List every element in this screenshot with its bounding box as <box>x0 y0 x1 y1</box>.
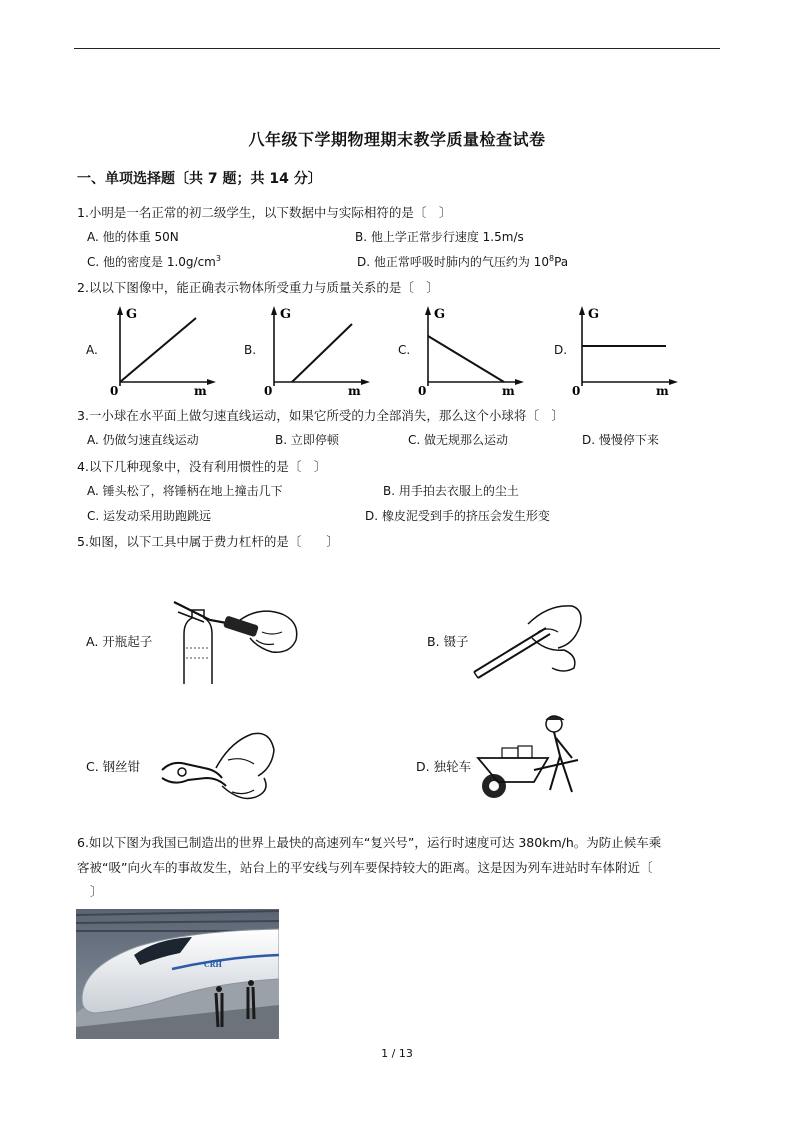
q1-option-d <box>357 253 568 270</box>
page-number: 1 / 13 <box>381 1047 413 1060</box>
graph-a-y-label: G <box>126 307 138 322</box>
graph-c-origin: 0 <box>418 384 427 398</box>
wire-pliers-illustration <box>158 720 280 810</box>
graph-d-origin: 0 <box>572 384 581 398</box>
graph-d-label: D. <box>554 343 568 357</box>
q4-option-b: B. 用手拍去衣服上的尘土 <box>383 484 519 498</box>
q1-option-d-sup: 8 <box>548 254 555 263</box>
q3-option-b: B. 立即停顿 <box>275 433 339 447</box>
question-3: 3.一小球在水平面上做匀速直线运动，如果它所受的力全部消失，那么这个小球将〔 〕 <box>77 408 564 423</box>
graph-c-x-label: m <box>502 384 515 398</box>
graph-a-origin: 0 <box>110 384 119 398</box>
q1-option-d-unit: Pa <box>554 255 569 269</box>
q1-option-a: A. 他的体重 50N <box>87 230 179 244</box>
question-4: 4.以下几种现象中，没有利用惯性的是〔 〕 <box>77 459 327 474</box>
wheelbarrow-illustration <box>474 712 594 804</box>
q1-option-d-text: D. 他正常呼吸时肺内的气压约为 10 <box>357 255 549 269</box>
graph-b-y-label: G <box>280 307 292 322</box>
question-6-line-1: 6.如以下图为我国已制造出的世界上最快的高速列车“复兴号”，运行时速度可达 380km/h。为防止候车乘 <box>77 835 662 850</box>
page-title: 八年级下学期物理期末教学质量检查试卷 <box>248 130 546 149</box>
question-2: 2.以以下图像中，能正确表示物体所受重力与质量关系的是〔 〕 <box>77 280 439 295</box>
section-heading: 一、单项选择题〔共 7 题；共 14 分〕 <box>77 171 322 187</box>
q5-option-b: B. 镊子 <box>427 634 469 649</box>
graph-b-label: B. <box>244 343 257 357</box>
q4-option-c: C. 运发动采用助跑跳远 <box>87 509 212 523</box>
q1-option-c <box>87 253 221 270</box>
graph-c-y-label: G <box>434 307 446 322</box>
question-6-line-3: 〕 <box>90 884 103 899</box>
q5-option-a: A. 开瓶起子 <box>86 634 153 649</box>
tweezers-illustration <box>468 598 586 682</box>
q4-option-a: A. 锤头松了，将锤柄在地上撞击几下 <box>87 484 283 498</box>
bottle-opener-illustration <box>170 596 305 686</box>
graph-d-x-label: m <box>656 384 669 398</box>
graph-b <box>262 302 372 398</box>
graph-c-label: C. <box>398 343 411 357</box>
graph-b-origin: 0 <box>264 384 273 398</box>
q1-option-c-sup: 3 <box>215 254 221 263</box>
q1-option-c-text: C. 他的密度是 1.0g/cm <box>87 255 216 269</box>
q4-option-d: D. 橡皮泥受到手的挤压会发生形变 <box>365 509 550 523</box>
graph-a <box>108 302 218 398</box>
high-speed-train-photo <box>76 909 279 1039</box>
question-6-line-2: 客被“吸”向火车的事故发生，站台上的平安线与列车要保持较大的距离。这是因为列车进站时车体附近〔 <box>77 860 653 875</box>
question-5: 5.如图，以下工具中属于费力杠杆的是〔 〕 <box>77 534 339 549</box>
graph-a-x-label: m <box>194 384 207 398</box>
header-rule <box>74 48 720 49</box>
q1-option-b: B. 他上学正常步行速度 1.5m/s <box>355 230 524 244</box>
q5-option-c: C. 钢丝钳 <box>86 759 141 774</box>
q5-option-d: D. 独轮车 <box>416 759 472 774</box>
q3-option-c: C. 做无规那么运动 <box>408 433 509 447</box>
graph-a-label: A. <box>86 343 98 357</box>
q3-option-a: A. 仍做匀速直线运动 <box>87 433 199 447</box>
graph-c <box>416 302 526 398</box>
graph-d <box>570 302 680 398</box>
q3-option-d: D. 慢慢停下来 <box>582 433 659 447</box>
train-logo: CRH <box>204 960 223 969</box>
question-1: 1.小明是一名正常的初二级学生，以下数据中与实际相符的是〔 〕 <box>77 205 452 220</box>
graph-b-x-label: m <box>348 384 361 398</box>
graph-d-y-label: G <box>588 307 600 322</box>
